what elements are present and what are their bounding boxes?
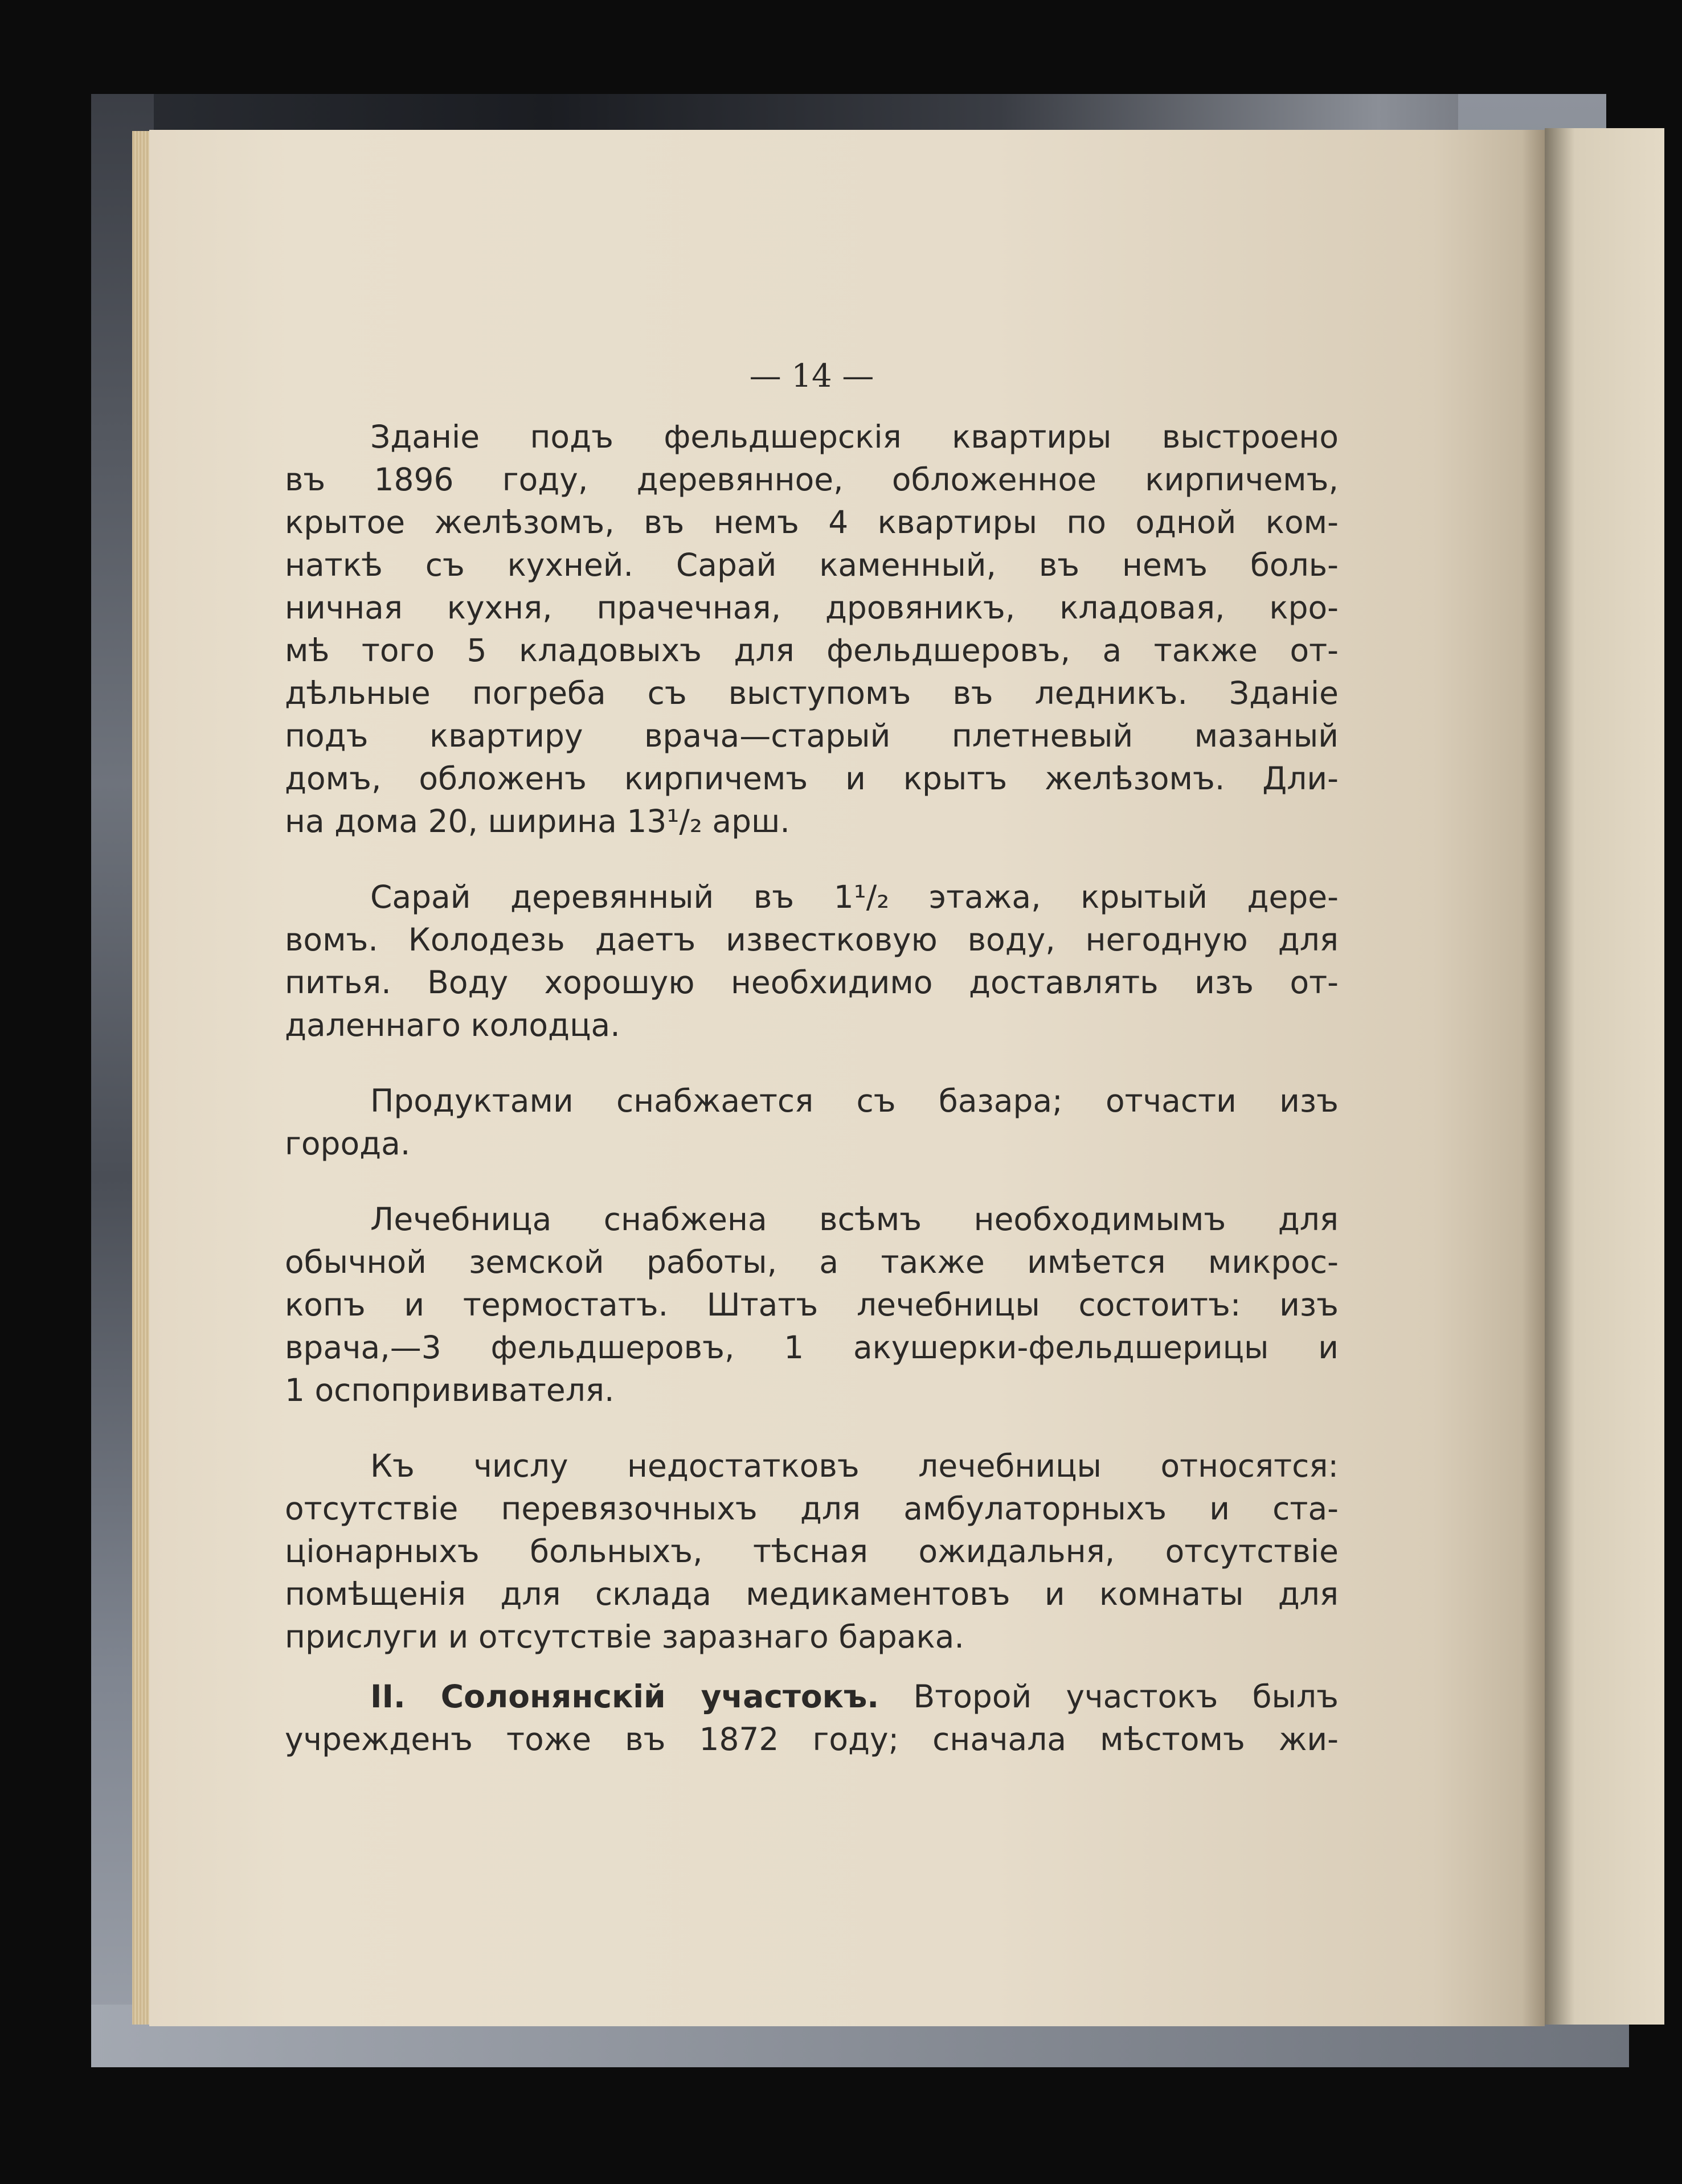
text-line: домъ, обложенъ кирпичемъ и крытъ желѣзомъ. Дли- (285, 760, 1339, 797)
page-body-text (285, 416, 1339, 1761)
text-line: отсутствіе перевязочныхъ для амбулаторныхъ и ста- (285, 1490, 1339, 1527)
text-line: на дома 20, ширина 13¹/₂ арш. (285, 803, 790, 839)
paragraph (285, 1080, 1339, 1165)
text-line: врача,—3 фельдшеровъ, 1 акушерки-фельдшерицы и (285, 1329, 1339, 1366)
paragraph (285, 1445, 1339, 1658)
text-line: Продуктами снабжается съ базара; отчасти изъ (370, 1083, 1339, 1119)
text-line: ничная кухня, прачечная, дровяникъ, кладовая, кро- (285, 589, 1339, 626)
text-line: крытое желѣзомъ, въ немъ 4 квартиры по одной ком- (285, 504, 1339, 540)
text-line: Лечебница снабжена всѣмъ необходимымъ для (370, 1201, 1339, 1238)
text-line: Сарай деревянный въ 1¹/₂ этажа, крытый дере- (370, 879, 1339, 915)
paragraph (285, 1198, 1339, 1412)
text-run: Второй участокъ былъ (913, 1678, 1339, 1715)
text-line: ціонарныхъ больныхъ, тѣсная ожидальня, отсутствіе (285, 1533, 1339, 1570)
text-line: Къ числу недостатковъ лечебницы относятся: (370, 1448, 1339, 1484)
page-number: — 14 — (749, 358, 874, 395)
text-line: даленнаго колодца. (285, 1007, 620, 1043)
text-line: Зданіе подъ фельдшерскія квартиры выстроено (370, 419, 1339, 455)
text-line: копъ и термостатъ. Штатъ лечебницы состоитъ: изъ (285, 1286, 1339, 1323)
text-line: питья. Воду хорошую необхидимо доставлять изъ от- (285, 964, 1339, 1001)
text-line: подъ квартиру врача—старый плетневый мазаный (285, 718, 1339, 754)
text-line: прислуги и отсутствіе заразнаго барака. (285, 1618, 964, 1655)
paragraph (285, 876, 1339, 1047)
text-line: въ 1896 году, деревянное, обложенное кирпичемъ, (285, 461, 1339, 498)
text-line: города. (285, 1125, 411, 1162)
text-line: вомъ. Колодезь даетъ известковую воду, негодную для (285, 921, 1339, 958)
text-line: наткѣ съ кухней. Сарай каменный, въ немъ боль- (285, 547, 1339, 583)
text-line: 1 оспопрививателя. (285, 1372, 615, 1408)
text-line: обычной земской работы, а также имѣется микрос- (285, 1244, 1339, 1280)
paragraph (285, 1675, 1339, 1761)
text-line: мѣ того 5 кладовыхъ для фельдшеровъ, а также от- (285, 632, 1339, 669)
text-line: учрежденъ тоже въ 1872 году; сначала мѣстомъ жи- (285, 1721, 1339, 1757)
text-line: дѣльные погреба съ выступомъ въ ледникъ. Зданіе (285, 675, 1339, 711)
page-gutter-shadow (1522, 130, 1545, 2026)
paragraph (285, 416, 1339, 843)
section-heading: II. Солонянскій участокъ. (370, 1678, 879, 1715)
text-line (285, 1675, 1339, 1718)
text-line: помѣщенія для склада медикаментовъ и комнаты для (285, 1576, 1339, 1612)
facing-page-edge (1545, 128, 1664, 2025)
